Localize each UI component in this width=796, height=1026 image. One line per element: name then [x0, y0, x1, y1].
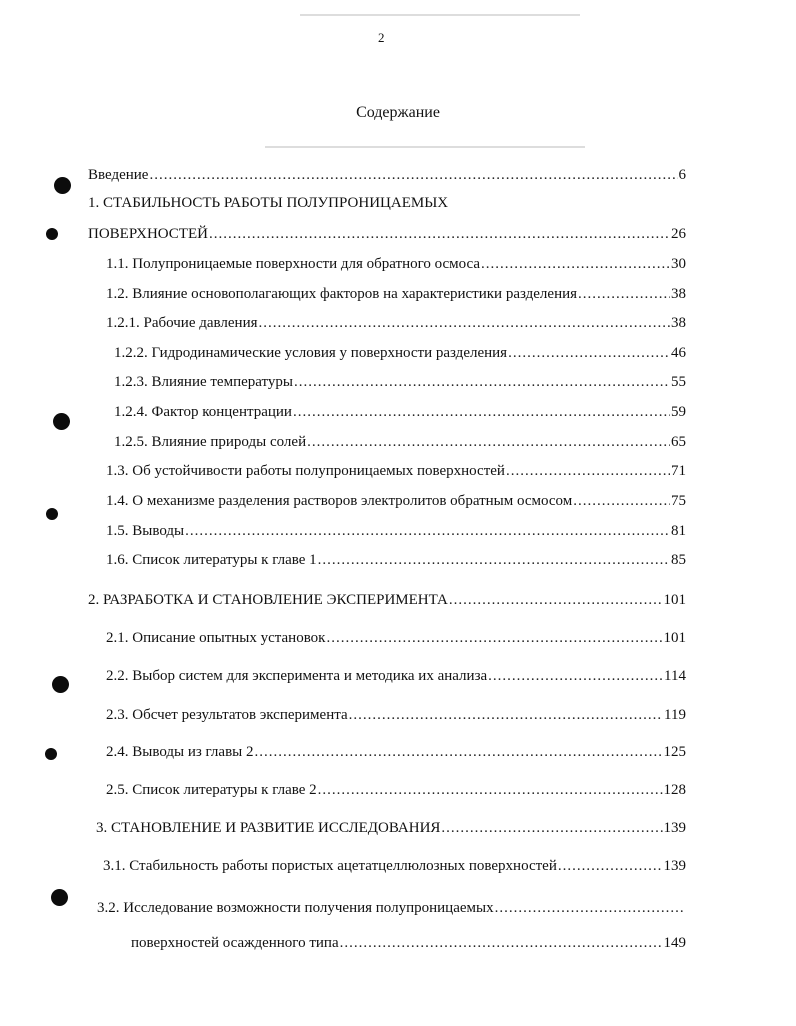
toc-entry-text: 3.1. Стабильность работы пористых ацетатцеллюлозных поверхностей [103, 858, 557, 874]
toc-entry [106, 254, 686, 274]
toc-entry-text: 1.4. О механизме разделения растворов электролитов обратным осмосом [106, 493, 573, 509]
toc-leader-dots [495, 898, 685, 918]
toc-entry-page: 139 [663, 820, 686, 836]
toc-leader-dots [293, 402, 670, 422]
toc-leader-dots [318, 550, 670, 570]
toc-entry-text: 1.2.3. Влияние температуры [114, 374, 293, 390]
toc-entry-page: 75 [671, 493, 686, 509]
toc-entry-text: 1.3. Об устойчивости работы полупроницаемых поверхностей [106, 463, 505, 479]
toc-entry-text: 2.3. Обсчет результатов эксперимента [106, 707, 348, 723]
punch-hole [45, 748, 57, 760]
toc-entry-page: 59 [671, 404, 686, 420]
punch-hole [46, 228, 58, 240]
toc-entry-page: 30 [671, 256, 686, 272]
toc-entry-page: 38 [671, 315, 686, 331]
toc-entry [97, 898, 686, 918]
toc-entry-page: 125 [663, 744, 686, 760]
toc-entry [103, 856, 686, 876]
toc-entry-page: 26 [671, 226, 686, 242]
toc-entry-text: 2.4. Выводы из главы 2 [106, 744, 254, 760]
toc-leader-dots [578, 284, 670, 304]
toc-entry [106, 550, 686, 570]
toc-entry [106, 313, 686, 333]
toc-entry-text: 2.2. Выбор систем для эксперимента и методика их анализа [106, 668, 488, 684]
toc-leader-dots [349, 705, 663, 725]
toc-leader-dots [326, 628, 662, 648]
toc-leader-dots [508, 343, 670, 363]
toc-entry [88, 165, 686, 185]
toc-entry [114, 402, 686, 422]
toc-entry-page: 119 [664, 707, 686, 723]
toc-entry [106, 491, 686, 511]
toc-leader-dots [340, 933, 663, 953]
toc-entry [106, 742, 686, 762]
toc-entry-text: 1.1. Полупроницаемые поверхности для обратного осмоса [106, 256, 481, 272]
toc-entry-text: ПОВЕРХНОСТЕЙ [88, 226, 208, 242]
toc-entry-text: 3. СТАНОВЛЕНИЕ И РАЗВИТИЕ ИССЛЕДОВАНИЯ [96, 820, 441, 836]
punch-hole [52, 676, 69, 693]
toc-entry [106, 666, 686, 686]
toc-entry [114, 372, 686, 392]
toc-entry-text: Введение [88, 167, 149, 183]
punch-hole [53, 413, 70, 430]
toc-entry [106, 461, 686, 481]
toc-leader-dots [573, 491, 670, 511]
toc-entry [106, 780, 686, 800]
toc-entry [131, 933, 686, 953]
scan-noise-title [265, 146, 585, 148]
toc-entry-text: 2.1. Описание опытных установок [106, 630, 326, 646]
toc-entry-text: 2. РАЗРАБОТКА И СТАНОВЛЕНИЕ ЭКСПЕРИМЕНТА [88, 592, 448, 608]
punch-hole [46, 508, 58, 520]
toc-leader-dots [481, 254, 670, 274]
toc-title: Содержание [356, 104, 440, 121]
toc-entry [106, 628, 686, 648]
toc-entry-page: 46 [671, 345, 686, 361]
toc-entry [114, 343, 686, 363]
toc-entry-page: 81 [671, 523, 686, 539]
toc-entry-page: 149 [663, 935, 686, 951]
toc-leader-dots [307, 432, 670, 452]
punch-hole [51, 889, 68, 906]
toc-entry [106, 521, 686, 541]
toc-entry-page: 55 [671, 374, 686, 390]
toc-entry-text: 1.2.4. Фактор концентрации [114, 404, 292, 420]
toc-entry-text: 3.2. Исследование возможности получения полупроницаемых [97, 900, 494, 916]
toc-entry-text: 1.5. Выводы [106, 523, 185, 539]
toc-entry-text: 1.2.2. Гидродинамические условия у поверхности разделения [114, 345, 508, 361]
toc-entry [88, 224, 686, 244]
toc-entry [114, 432, 686, 452]
toc-leader-dots [209, 224, 670, 244]
toc-entry [88, 193, 686, 213]
toc-leader-dots [488, 666, 663, 686]
toc-leader-dots [558, 856, 663, 876]
toc-leader-dots [255, 742, 663, 762]
toc-entry [96, 818, 686, 838]
toc-entry [106, 705, 686, 725]
punch-hole [54, 177, 71, 194]
scan-noise-top [300, 14, 580, 16]
toc-leader-dots [149, 165, 677, 185]
toc-entry-page: 114 [664, 668, 686, 684]
page-number: 2 [378, 30, 385, 45]
toc-entry-text: 2.5. Список литературы к главе 2 [106, 782, 317, 798]
toc-entry-page: 65 [671, 434, 686, 450]
toc-entry-text: 1. СТАБИЛЬНОСТЬ РАБОТЫ ПОЛУПРОНИЦАЕМЫХ [88, 195, 449, 211]
toc-leader-dots [185, 521, 670, 541]
toc-entry-page: 6 [678, 167, 686, 183]
toc-entry-text: 1.6. Список литературы к главе 1 [106, 552, 317, 568]
toc-entry-page: 139 [663, 858, 686, 874]
toc-entry-text: поверхностей осажденного типа [131, 935, 339, 951]
toc-entry-page: 71 [671, 463, 686, 479]
toc-entry-page: 38 [671, 286, 686, 302]
toc-leader-dots [449, 590, 663, 610]
toc-leader-dots [506, 461, 670, 481]
toc-leader-dots [318, 780, 663, 800]
toc-leader-dots [441, 818, 662, 838]
toc-leader-dots [294, 372, 670, 392]
toc-entry-page: 101 [663, 592, 686, 608]
toc-entry-page: 128 [663, 782, 686, 798]
toc-entry [106, 284, 686, 304]
toc-entry-page: 101 [663, 630, 686, 646]
toc-entry-page: 85 [671, 552, 686, 568]
toc-entry-text: 1.2.5. Влияние природы солей [114, 434, 307, 450]
toc-entry-text: 1.2.1. Рабочие давления [106, 315, 258, 331]
toc-entry-text: 1.2. Влияние основополагающих факторов на характеристики разделения [106, 286, 578, 302]
toc-entry [88, 590, 686, 610]
toc-leader-dots [259, 313, 671, 333]
